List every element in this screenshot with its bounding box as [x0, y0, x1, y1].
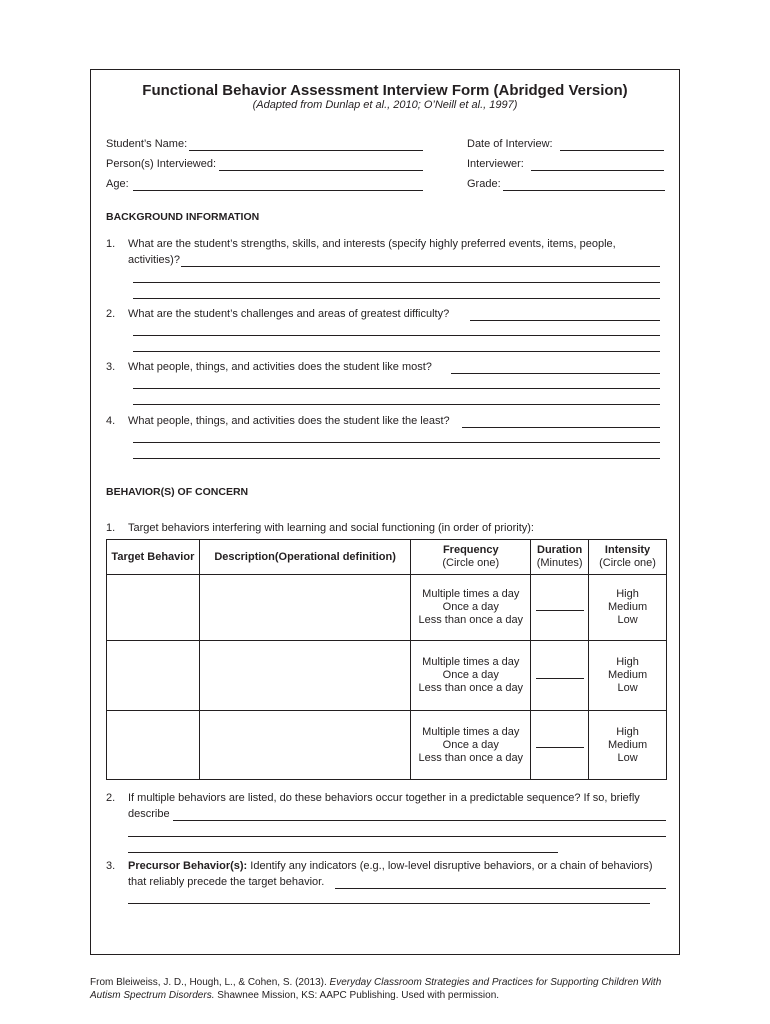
concern-question-2-cont: describe [128, 808, 170, 820]
target-behavior-cell[interactable] [107, 575, 200, 641]
intensity-cell[interactable] [589, 641, 667, 711]
intensity-option[interactable]: High [616, 656, 639, 668]
concern-question-1: Target behaviors interfering with learning and social functioning (in order of priority): [128, 522, 534, 534]
concern-question-3 [128, 860, 653, 872]
answer-line[interactable] [335, 888, 666, 889]
header-duration-label: Duration [537, 544, 583, 556]
header-intensity [589, 540, 667, 575]
intensity-option[interactable]: High [616, 725, 639, 738]
answer-line[interactable] [133, 351, 660, 352]
table-row [107, 641, 667, 711]
precursor-label: Precursor Behavior(s): [128, 860, 248, 872]
description-cell[interactable] [199, 711, 411, 780]
frequency-option[interactable]: Once a day [442, 738, 499, 751]
form-border [90, 69, 680, 955]
intensity-cell[interactable] [589, 575, 667, 641]
intensity-option[interactable]: Low [617, 614, 638, 626]
intensity-option[interactable]: High [616, 588, 639, 600]
background-question-1-cont: activities)? [128, 254, 180, 266]
persons-interviewed-field[interactable] [219, 170, 423, 171]
duration-cell[interactable] [531, 575, 589, 641]
answer-line[interactable] [451, 373, 660, 374]
header-frequency [411, 540, 531, 575]
background-heading: BACKGROUND INFORMATION [106, 211, 260, 223]
answer-line[interactable] [470, 320, 660, 321]
answer-line[interactable] [133, 298, 660, 299]
interviewer-field[interactable] [531, 170, 664, 171]
header-frequency-label: Frequency [442, 544, 499, 556]
student-name-label: Student’s Name: [106, 138, 188, 150]
interviewer-label: Interviewer: [467, 158, 524, 170]
intensity-option[interactable]: Medium [607, 669, 648, 681]
question-number: 3. [106, 361, 116, 373]
intensity-option[interactable]: Medium [607, 601, 648, 613]
header-intensity-sub: (Circle one) [599, 557, 656, 569]
precursor-text: Identify any indicators (e.g., low-level disruptive behaviors, or a chain of behaviors) [247, 860, 653, 872]
age-label: Age: [106, 178, 129, 190]
citation-suffix: Shawnee Mission, KS: AAPC Publishing. Used with permission. [214, 990, 500, 1001]
citation-prefix: From Bleiweiss, J. D., Hough, L., & Cohen, S. (2013). [90, 977, 330, 988]
answer-line[interactable] [173, 820, 666, 821]
question-number: 1. [106, 522, 116, 534]
table-header-row [107, 540, 667, 575]
persons-interviewed-label: Person(s) Interviewed: [106, 158, 217, 170]
question-number: 2. [106, 792, 116, 804]
question-number: 1. [106, 238, 116, 250]
frequency-option[interactable]: Less than once a day [418, 614, 524, 626]
frequency-option[interactable]: Multiple times a day [422, 588, 520, 600]
target-behavior-cell[interactable] [107, 711, 200, 780]
answer-line[interactable] [133, 458, 660, 459]
frequency-cell[interactable] [411, 641, 531, 711]
question-number: 4. [106, 415, 116, 427]
intensity-option[interactable]: Medium [607, 738, 648, 751]
frequency-option[interactable]: Multiple times a day [422, 725, 520, 738]
target-behavior-table [106, 539, 667, 780]
header-target-behavior: Target Behavior [107, 540, 200, 575]
answer-line[interactable] [133, 404, 660, 405]
grade-label: Grade: [467, 178, 501, 190]
background-question-4: What people, things, and activities does the student like the least? [128, 415, 450, 427]
age-field[interactable] [133, 190, 423, 191]
duration-line[interactable] [536, 678, 584, 679]
frequency-option[interactable]: Multiple times a day [422, 656, 520, 668]
answer-line[interactable] [128, 836, 666, 837]
frequency-option[interactable]: Once a day [442, 669, 499, 681]
header-duration-sub: (Minutes) [536, 557, 583, 569]
header-description-sub: (Operational definition) [274, 550, 396, 563]
header-description-label: Description [214, 550, 275, 563]
header-intensity-label: Intensity [604, 544, 651, 556]
background-question-3: What people, things, and activities does the student like most? [128, 361, 432, 373]
table-row [107, 575, 667, 641]
intensity-cell[interactable] [589, 711, 667, 780]
citation-footer [90, 976, 690, 1002]
question-number: 3. [106, 860, 116, 872]
date-of-interview-field[interactable] [560, 150, 664, 151]
header-description [199, 540, 411, 575]
answer-line[interactable] [133, 335, 660, 336]
target-behavior-cell[interactable] [107, 641, 200, 711]
answer-line[interactable] [133, 282, 660, 283]
intensity-option[interactable]: Low [617, 682, 638, 694]
answer-line[interactable] [128, 903, 650, 904]
answer-line[interactable] [181, 266, 660, 267]
question-number: 2. [106, 308, 116, 320]
background-question-1: What are the student’s strengths, skills, and interests (specify highly preferred events, items, people, [128, 238, 616, 250]
header-duration [531, 540, 589, 575]
table-row [107, 711, 667, 780]
description-cell[interactable] [199, 575, 411, 641]
citation-title: Everyday Classroom Strategies and Practices for Supporting Children With Autism Spectrum Disorders. [90, 977, 662, 1001]
duration-cell[interactable] [531, 641, 589, 711]
concern-question-2: If multiple behaviors are listed, do these behaviors occur together in a predictable sequence? If so, briefly [128, 792, 640, 804]
frequency-option[interactable]: Less than once a day [418, 751, 524, 764]
frequency-option[interactable]: Once a day [442, 601, 499, 613]
answer-line[interactable] [133, 388, 660, 389]
frequency-cell[interactable] [411, 575, 531, 641]
grade-field[interactable] [503, 190, 665, 191]
duration-cell[interactable] [531, 711, 589, 780]
header-frequency-sub: (Circle one) [442, 557, 500, 569]
form-title: Functional Behavior Assessment Interview Form (Abridged Version) [142, 82, 628, 99]
student-name-field[interactable] [189, 150, 423, 151]
duration-line[interactable] [536, 747, 584, 748]
concern-question-3-cont: that reliably precede the target behavior. [128, 876, 325, 888]
answer-line[interactable] [462, 427, 660, 428]
date-of-interview-label: Date of Interview: [467, 138, 553, 150]
answer-line[interactable] [133, 442, 660, 443]
duration-line[interactable] [536, 610, 584, 611]
background-question-2: What are the student’s challenges and areas of greatest difficulty? [128, 308, 450, 320]
intensity-option[interactable]: Low [617, 751, 638, 764]
answer-line[interactable] [128, 852, 558, 853]
form-subtitle: (Adapted from Dunlap et al., 2010; O’Neill et al., 1997) [252, 99, 518, 111]
frequency-option[interactable]: Less than once a day [418, 682, 524, 694]
description-cell[interactable] [199, 641, 411, 711]
frequency-cell[interactable] [411, 711, 531, 780]
concern-heading: BEHAVIOR(S) OF CONCERN [106, 486, 249, 498]
